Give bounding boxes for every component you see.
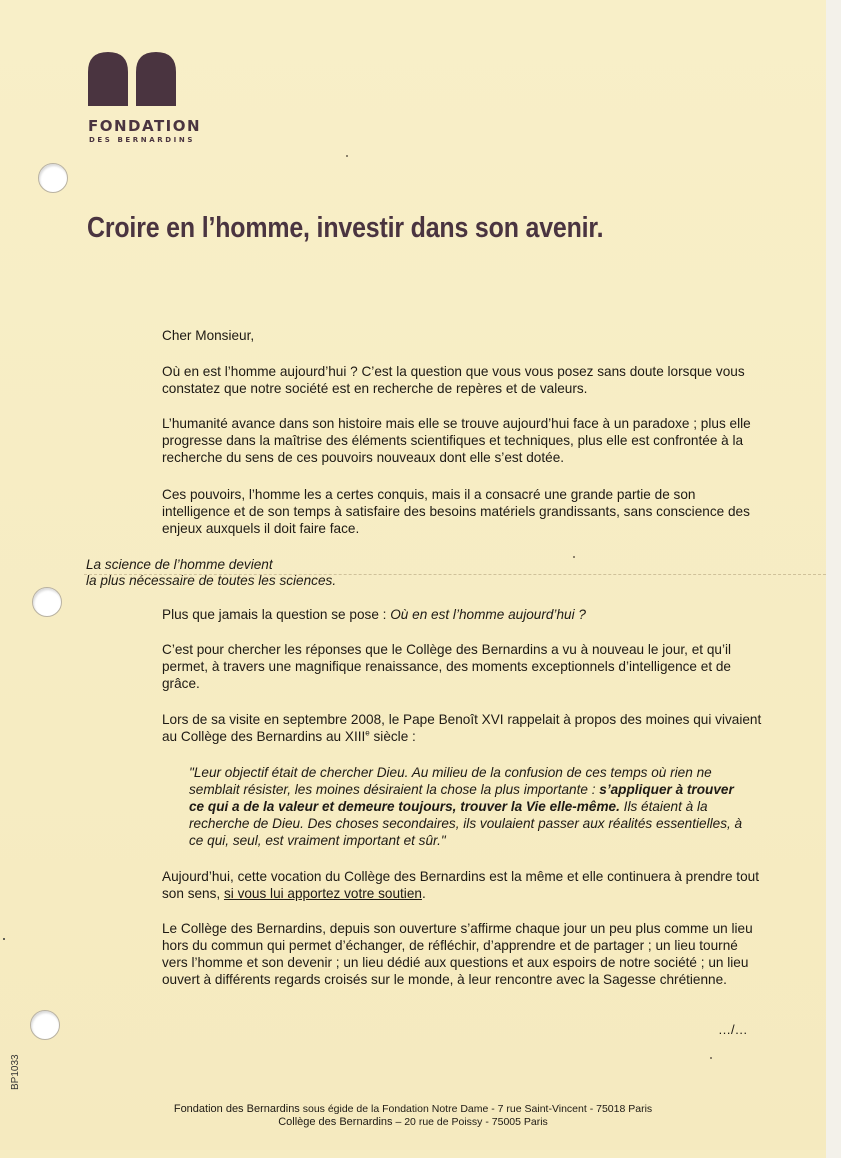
continuation-mark: …/… xyxy=(718,1022,748,1037)
paragraph-6-end: siècle : xyxy=(369,729,416,744)
footer-line-1 xyxy=(0,1103,826,1116)
sidenote-line-1: La science de l’homme devient xyxy=(86,557,273,572)
paragraph-7 xyxy=(162,868,762,902)
century-superscript: e xyxy=(365,728,370,738)
paper-speck xyxy=(346,155,348,157)
quote-bold: s’appliquer à trouver ce qui a de la valeur et demeure toujours, trouver la Vie elle-même. xyxy=(189,782,734,814)
footer-foundation: Fondation des Bernardins xyxy=(173,1103,300,1115)
paragraph-6 xyxy=(162,711,762,745)
paper-speck xyxy=(573,556,575,558)
punch-hole xyxy=(30,1010,60,1040)
scan-edge xyxy=(826,0,841,1158)
paragraph-1: Où en est l’homme aujourd’hui ? C’est la question que vous vous posez sans doute lorsque vous constatez que notre société est en recherche de repères et de valeurs. xyxy=(162,364,745,396)
punch-hole xyxy=(38,163,68,193)
paragraph-2: L’humanité avance dans son histoire mais elle se trouve aujourd’hui face à un paradoxe ; plus elle progresse dans la maîtrise des éléments scientifiques et techniques, plus elle est confrontée à la recherche du sens de ces pouvoirs nouveaux dont elle s’est dotée. xyxy=(162,416,751,465)
paragraph-4-question: Où en est l’homme aujourd’hui ? xyxy=(390,607,586,622)
punch-hole xyxy=(32,587,62,617)
reference-code: BP1033 xyxy=(10,1054,21,1090)
paragraph-5: C’est pour chercher les réponses que le Collège des Bernardins a vu à nouveau le jour, et qu’il permet, à travers une magnifique renaissance, des moments exceptionnels d’intelligence et de grâce. xyxy=(162,642,732,691)
quote-part-2: Ils étaient à la recherche de Dieu. Des choses secondaires, ils voulaient passer aux réalités essentielles, à ce qui, seul, est vraiment important et sûr." xyxy=(189,799,743,848)
paragraph-7-text: Aujourd’hui, cette vocation du Collège des Bernardins est la même et elle continuera à prendre tout son sens, xyxy=(162,869,759,901)
logo-subtitle: DES BERNARDINS xyxy=(89,136,195,144)
logo-name: FONDATION xyxy=(88,117,202,135)
sidenote-line-2: la plus nécessaire de toutes les sciences. xyxy=(86,573,337,588)
footer-foundation-address: sous égide de la Fondation Notre Dame - 7 rue Saint-Vincent - 75018 Paris xyxy=(299,1103,653,1115)
headline: Croire en l’homme, investir dans son avenir. xyxy=(87,212,604,244)
salutation: Cher Monsieur, xyxy=(162,328,255,343)
paper-speck xyxy=(710,1057,712,1059)
support-phrase: si vous lui apportez votre soutien xyxy=(223,886,422,901)
foundation-logo-icon xyxy=(88,52,180,106)
paragraph-8: Le Collège des Bernardins, depuis son ouverture s’affirme chaque jour un peu plus comme un lieu hors du commun qui permet d’échanger, de réfléchir, d’apprendre et de partager ; un lieu tourné vers l’homme et son devenir ; un lieu dédié aux questions et aux espoirs de notre société ; un lieu ouvert à différents regards croisés sur le monde, à leur rencontre avec la Sagesse chrétienne. xyxy=(162,921,753,987)
paragraph-4-text: Plus que jamais la question se pose : xyxy=(162,607,391,622)
footer-college-address: – 20 rue de Poissy - 75005 Paris xyxy=(392,1116,548,1128)
footer-line-2 xyxy=(0,1116,826,1129)
paragraph-3: Ces pouvoirs, l’homme les a certes conquis, mais il a consacré une grande partie de son intelligence et de son temps à satisfaire des besoins matériels grandissants, sans conscience des enjeux auxquels il doit faire face. xyxy=(162,487,750,536)
quote-part-1: "Leur objectif était de chercher Dieu. Au milieu de la confusion de ces temps où rien ne semblait résister, les moines désiraient la chose la plus importante : xyxy=(189,765,712,797)
paragraph-4 xyxy=(162,606,762,623)
paragraph-6-text: Lors de sa visite en septembre 2008, le Pape Benoît XVI rappelait à propos des moines qui vivaient au Collège des Bernardins au XIII xyxy=(162,712,762,744)
paragraph-7-end: . xyxy=(421,886,426,901)
footer-college: Collège des Bernardins xyxy=(278,1116,393,1128)
scan-speck xyxy=(3,938,5,940)
papal-quote xyxy=(189,764,749,849)
